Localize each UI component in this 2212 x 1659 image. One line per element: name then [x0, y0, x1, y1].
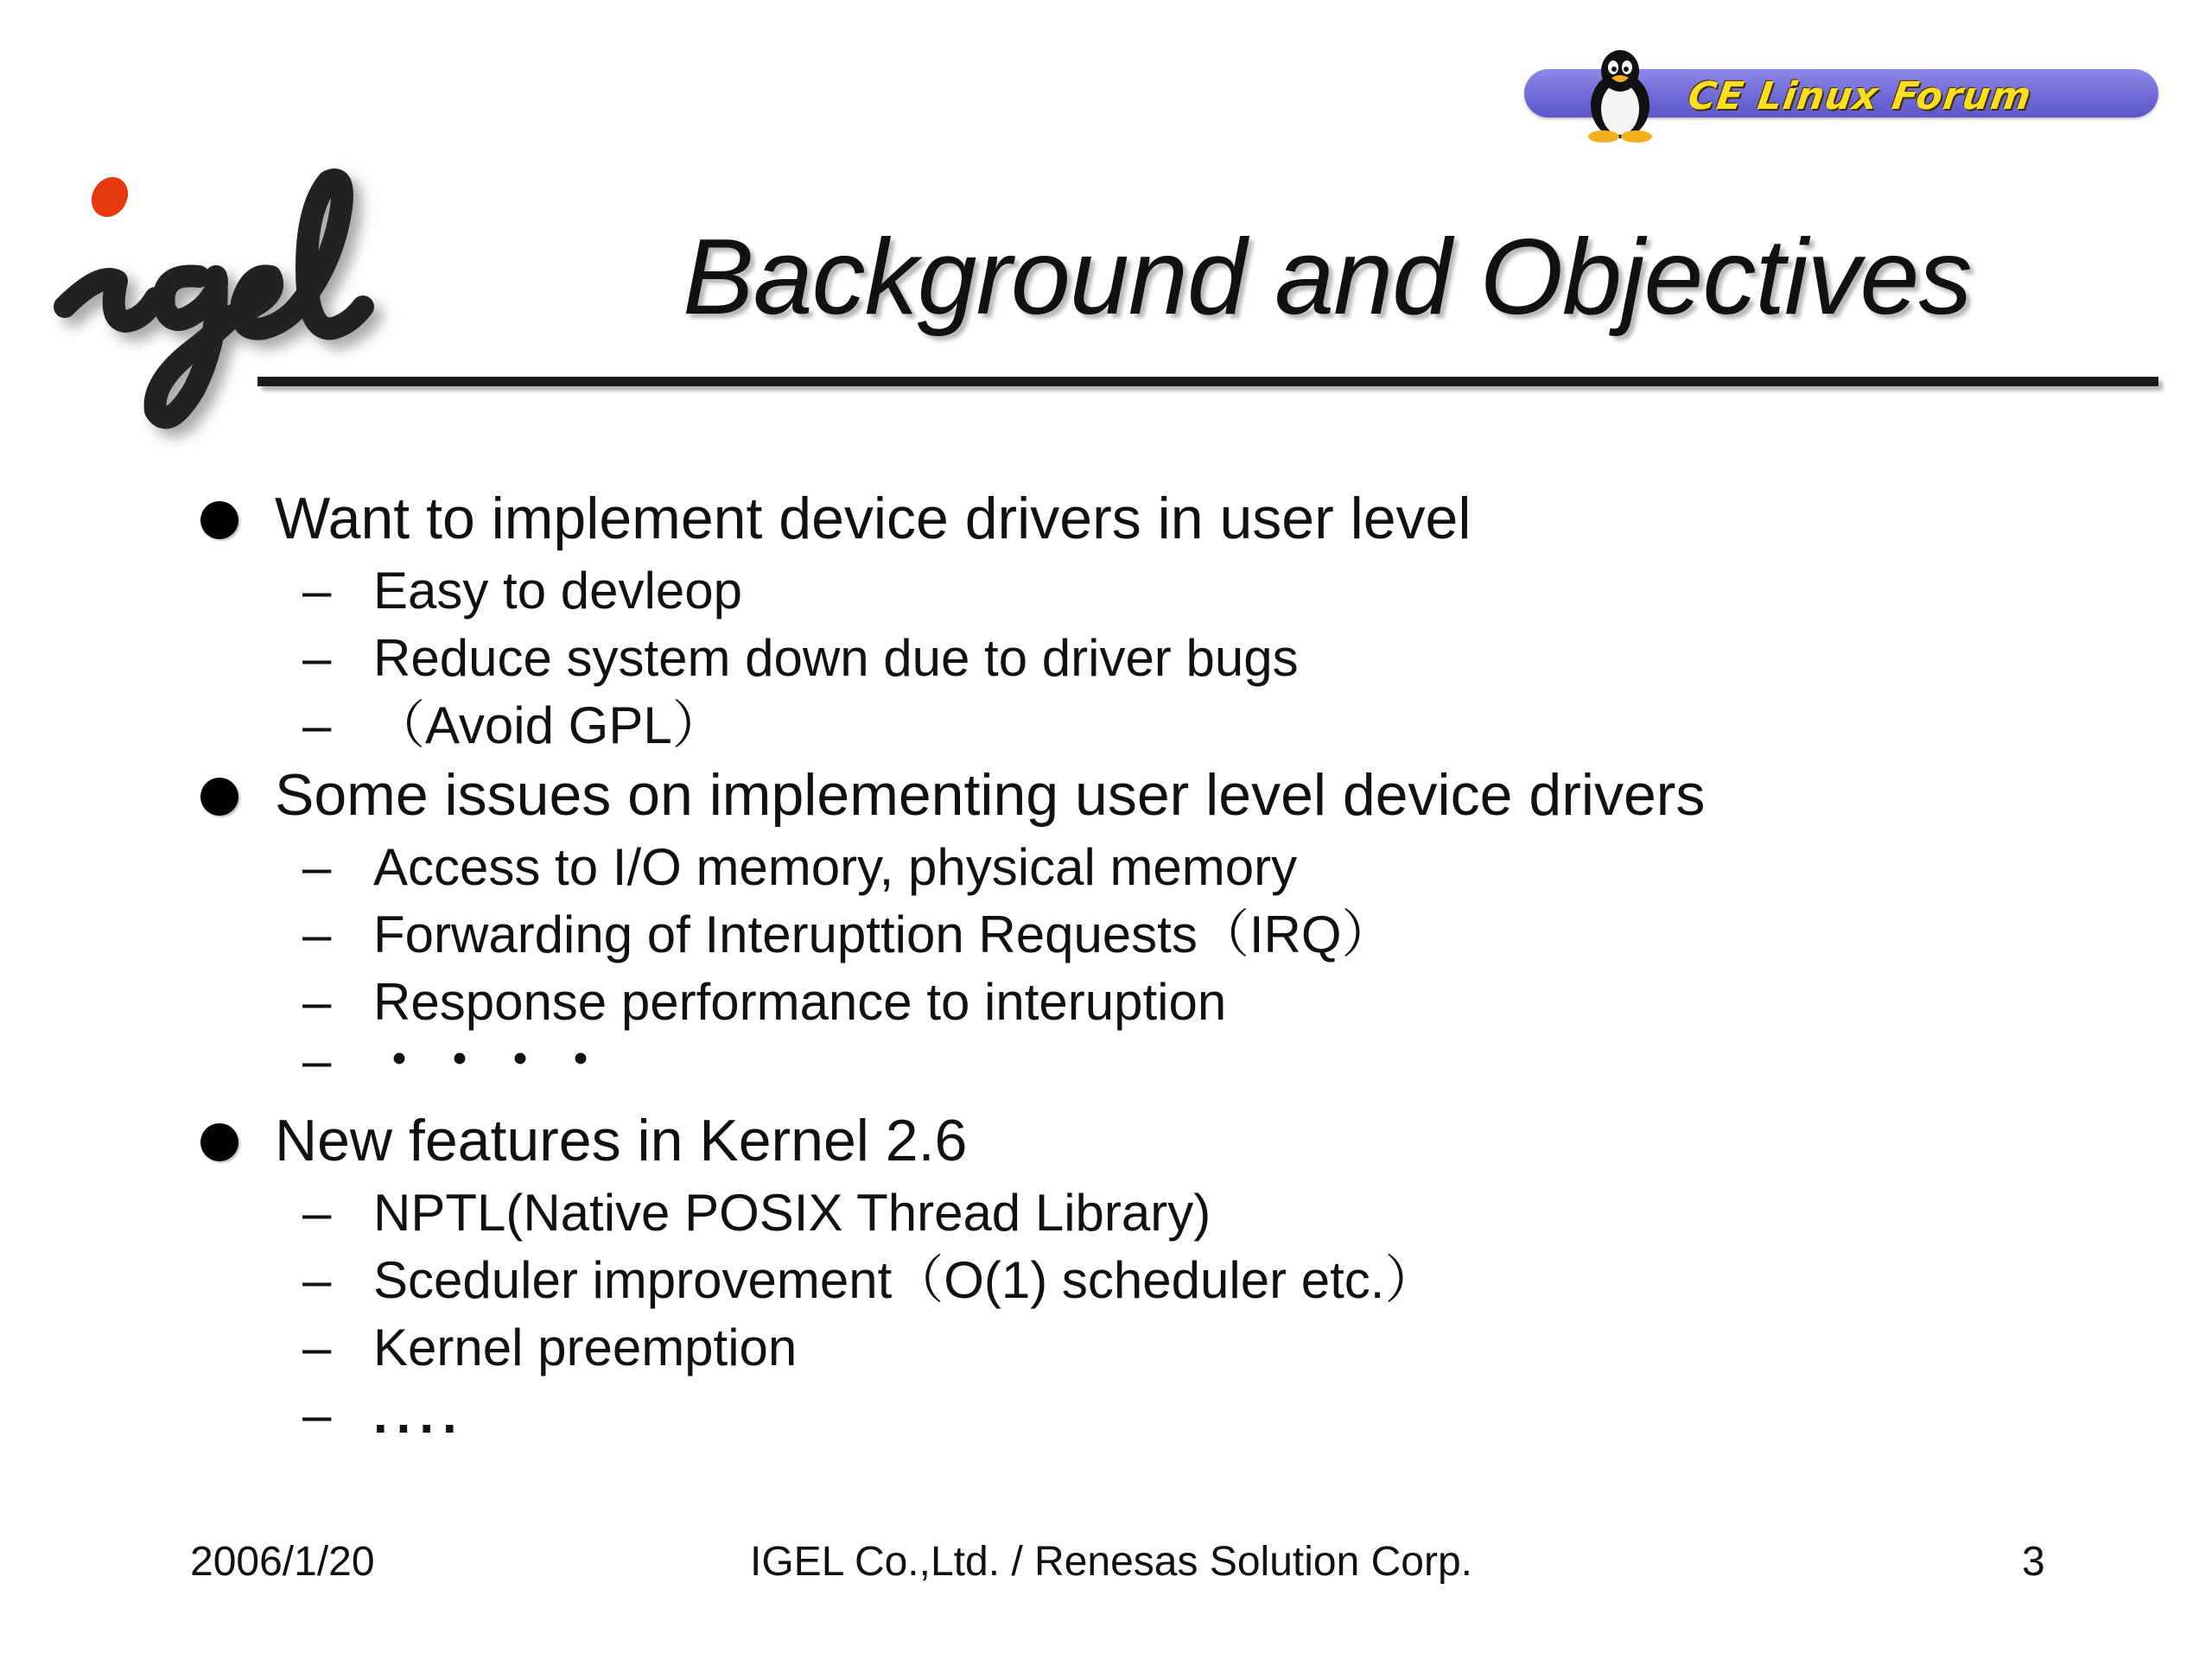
- sub-item-text: Response performance to interuption: [373, 973, 1227, 1031]
- sub-item: [302, 627, 1299, 690]
- sub-item-text: Reduce system down due to driver bugs: [373, 629, 1299, 687]
- sub-item: [302, 1317, 798, 1379]
- sub-item: [302, 904, 1394, 966]
- footer-company: IGEL Co.,Ltd. / Renesas Solution Corp.: [750, 1539, 1472, 1585]
- sub-item: [302, 836, 1298, 899]
- sub-item-text: Kernel preemption: [373, 1319, 798, 1376]
- sub-item-text: Easy to devleop: [373, 562, 742, 620]
- sub-item-text: Forwarding of Interupttion Requests（IRQ）: [373, 906, 1394, 963]
- bullet-text: Some issues on implementing user level device drivers: [275, 762, 1706, 828]
- dash-icon: –: [302, 696, 332, 754]
- dash-icon: –: [302, 1319, 332, 1376]
- tux-penguin-icon: [1581, 45, 1659, 143]
- sub-item-text: Sceduler improvement（O(1) scheduler etc.）: [373, 1251, 1437, 1309]
- dash-icon: –: [302, 1184, 332, 1242]
- sub-item: [302, 971, 1227, 1033]
- igel-logo: [48, 121, 445, 458]
- sub-item-text: （Avoid GPL）: [373, 696, 724, 754]
- sub-item: [302, 1182, 1211, 1244]
- footer-date: 2006/1/20: [190, 1539, 375, 1585]
- sub-item: [302, 560, 742, 622]
- bullet-item: [275, 484, 1471, 553]
- dash-icon: –: [302, 1386, 332, 1444]
- dash-icon: –: [302, 629, 332, 687]
- dash-icon: –: [302, 838, 332, 896]
- dash-icon: –: [302, 1251, 332, 1309]
- slide-title: Background and Objectives: [683, 218, 1972, 337]
- bullet-dot-icon: [200, 501, 238, 539]
- bullet-dot-icon: [200, 1123, 238, 1161]
- dash-icon: –: [302, 1032, 332, 1090]
- banner-text: CE Linux Forum: [1685, 74, 2035, 118]
- title-underline: [257, 377, 2158, 386]
- dash-icon: –: [302, 973, 332, 1031]
- bullet-dot-icon: [200, 778, 238, 816]
- dash-icon: –: [302, 906, 332, 963]
- bullet-text: New features in Kernel 2.6: [275, 1108, 968, 1173]
- bullet-item: [275, 760, 1705, 830]
- sub-item: [302, 1384, 466, 1446]
- dash-icon: –: [302, 562, 332, 620]
- sub-item-text: Access to I/O memory, physical memory: [373, 838, 1298, 896]
- sub-item: [302, 695, 724, 757]
- bullet-item: [275, 1106, 967, 1175]
- sub-item: [302, 1030, 615, 1092]
- sub-item-text: ....: [373, 1386, 466, 1444]
- bullet-text: Want to implement device drivers in user level: [275, 486, 1471, 551]
- page-number: 3: [2022, 1539, 2045, 1585]
- sub-item: [302, 1249, 1437, 1312]
- sub-item-text: NPTL(Native POSIX Thread Library): [373, 1184, 1211, 1242]
- sub-item-text: ・・・・: [373, 1032, 615, 1090]
